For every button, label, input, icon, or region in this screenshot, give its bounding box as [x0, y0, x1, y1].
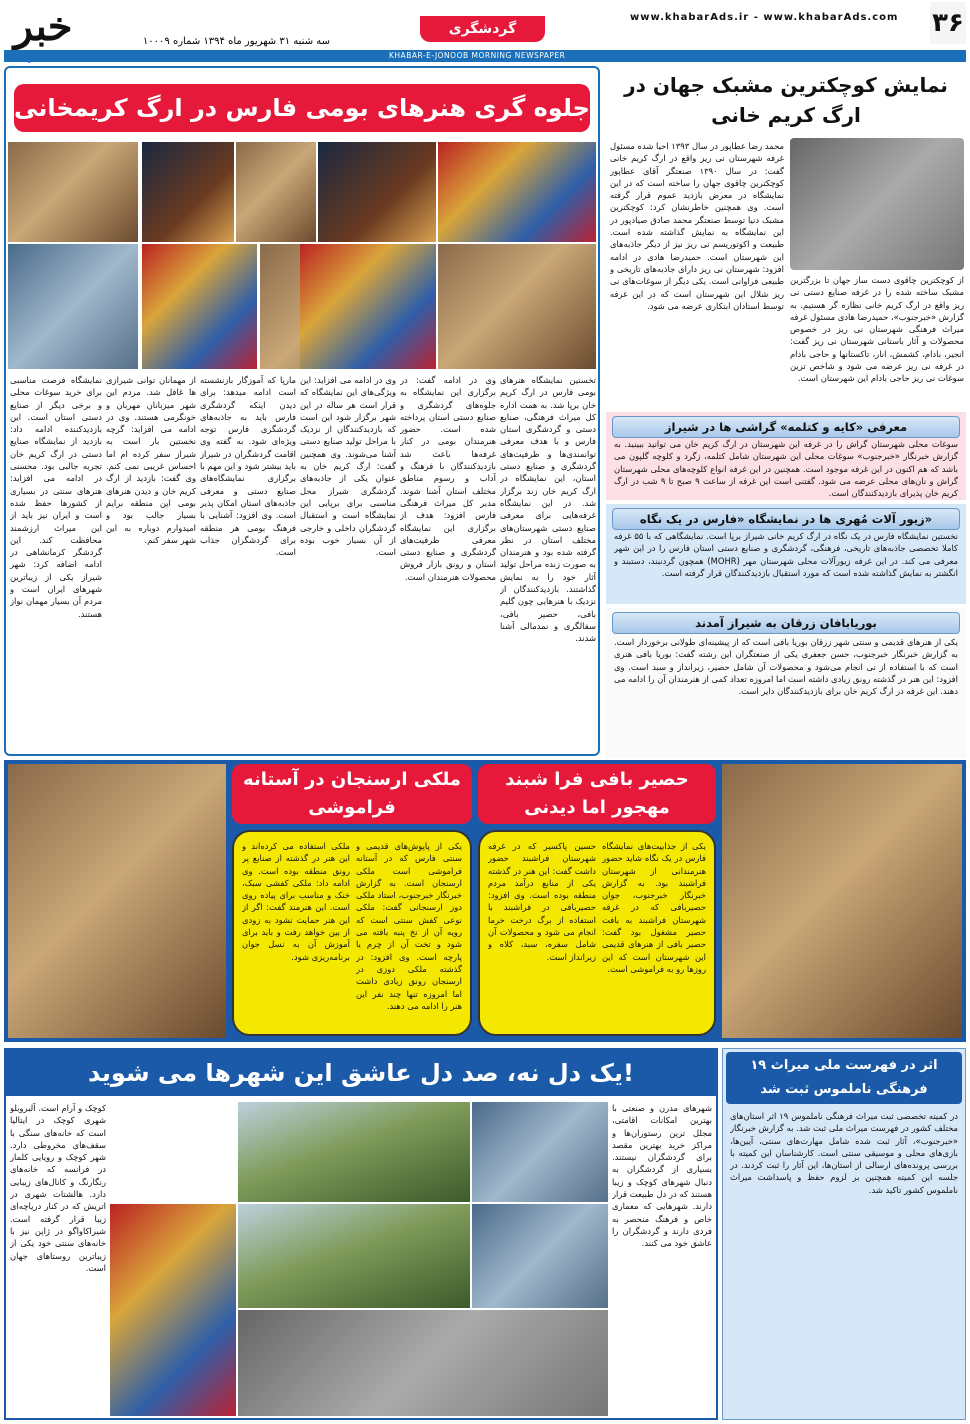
photo-greenland-town — [472, 1102, 608, 1202]
article5-title: یک دل نه، صد دل عاشق این شهرها می شوید! — [6, 1050, 716, 1096]
article1-col6: نمایشگاه فرصت مناسبی برای خرید سوغات محلی و برخی دیگر از صنایع دستی استان است. این بازدیدکننده ادامه داد: بازدید از نمایشگاه صنایع دستی در ارگ کریم خان تجربه جالبی بود. محسنی در ادامه می افزاید: هنرهای سنتی در بسیاری از کشورها حفظ شده است و ایران نیز باید از این میراث ارزشمند محافظت کند. این گردشگر کرمانشاهی در ادامه اضافه کرد: شهر شیراز یکی از زیباترین شهرهای ایران است و مردم آن بسیار مهمان نواز هستند. — [10, 375, 102, 619]
article1-col2: وی در ادامه گفت: در برگزاری این نمایشگاه به جلوه‌های گردشگری و صنایع دستی استان پرداخته شده است. حضور هنرمندان بومی در کنار غرفه‌ها باعث شد بازدیدکنندگان با فرهنگ و آداب و رسوم مناطق مختلف استان آشنا شوند. مدیر کل میراث فرهنگی فارس افزود: هدف از برگزاری این نمایشگاه معرفی ظرفیت‌های گردشگری و صنایع دستی استان و رونق بازار فروش محصولات هنرمندان است. — [400, 375, 496, 582]
photo-carpets — [438, 244, 596, 369]
photo-weaver-woman — [142, 142, 234, 242]
box-maerefi-title: معرفی «کایه و کتلمه» گراشی ها در شیراز — [612, 416, 960, 438]
article2-body: محمد رضا عطاپور در سال ۱۳۹۳ احیا شده مسئول غرفه شهرستان نی ریز واقع در ارگ کریم خانی گفت: در سال ۱۳۹۰ صنعتگر آقای عطاپور کوچکترین چاقوی جهان را ساخته است که در این نمایشگاه در معرض بازدید عموم قرار گرفته است. وی همچنین خاطرنشان کرد: کوچکترین مشبک دنیا توسط صنعتگر محمد صادق صیادپور در این نمایشگاه به نمایش گذاشته شده است. طبیعت و اکوتوریسم نی ریز نیز از دیگر جاذبه‌های این شهرستان است. حمیدرضا هادی در ادامه افزود: شهرستان نی ریز دارای جاذبه‌های تاریخی و طبیعی فراوانی است. یکی دیگر از سوغات‌های نی ریز شلال این شهرستان است که در این غرفه توسط استادان ابتکاری عرضه می شود. — [610, 141, 784, 311]
article1-col3: وی در ادامه می افزاید: این ویژگی‌های این نمایشگاه که قرار است هر ساله در این شهر برگزار شود این است که بازدیدکنندگان از نزدیک با مراحل تولید صنایع دستی آشنا می‌شوند. وی همچنین گفت: ارگ کریم خان به عنوان یکی از جاذبه‌های گردشگری شیراز محل مناسبی برای برپایی این نمایشگاه است و استقبال گردشگران داخلی و خارجی از آن بسیار خوب بوده است. — [300, 375, 396, 558]
article2-title: نمایش کوچکترین مشبک جهان در ارگ کریم خانی — [624, 73, 948, 127]
section-label: گردشگری — [420, 16, 545, 42]
photo-colorful-houses — [472, 1204, 608, 1308]
article1-title: جلوه گری هنرهای بومی فارس در ارگ کریمخانی — [14, 84, 590, 132]
article4-title: ملکی ارسنجان در آستانه فراموشی — [232, 764, 472, 824]
photo-woman-carving — [300, 244, 436, 369]
photo-spinning — [236, 142, 316, 242]
photo-banners — [142, 244, 257, 369]
article4-col2: ملکی استفاده می کرده‌اند و این هنر در گذشته از صنایع پر رونق منطقه بوده است. وی ادامه داد: ملکی کفشی سبک، خنک و مناسب برای پیاده روی است. این هنرمند گفت: اگر از این هنر حمایت نشود به زودی از بین خواهد رفت و باید برای آموزش آن به نسل جوان برنامه‌ریزی شود. — [242, 841, 350, 962]
box-zivar-title: زیور آلات مُهری ها در نمایشگاه «فارس در یک نگاه» — [612, 508, 960, 530]
issue-date: سه شنبه ۳۱ شهریور ماه ۱۳۹۴ شماره ۱۰۰۰۹ — [142, 36, 330, 47]
page-number: ۳۶ — [930, 2, 966, 44]
box-boria-body: یکی از هنرهای قدیمی و سنتی شهر زرقان بوریا بافی است که از پیشینه‌ای طولانی برخوردار است. به گزارش خبرنگار خبرجنوب، حسن جعفری یکی از صنعتگران این رشته گفت: بوریا بافی هنری است که با استفاده از نی انجام می‌شود و محصولات آن شامل حصیر، زیرانداز و سبد است. وی افزود: این هنر در گذشته رونق زیادی داشته است اما امروزه تعداد کمی از هنرمندان آن را ادامه می دهند. این غرفه در ارگ کریم خان برای بازدیدکنندگان دایر است. — [614, 637, 958, 697]
photo-alberobello — [238, 1310, 608, 1416]
article3-title: حصیر بافی فرا شبند مهجور اما دیدنی — [478, 764, 716, 824]
box-maerefi-body: سوغات محلی شهرستان گراش را در غرفه این شهرستان در ارگ کریم خان می توانید ببینید. به گزارش خبرنگار «خبرجنوب» سوغات محلی این شهرستان شامل کتلمه، زگرد و کلوچه گلپون می باشد که هم اکنون در این غرفه موجود است. همچنین در این غرفه انواع کلوچه‌های محلی شهرستان گراش و نان‌های محلی عرضه می شود. گفتنی است این غرفه از ساعت ۹ صبح تا ۹ شب در ارگ کریم خان پذیرای بازدیدکنندگان است. — [614, 439, 958, 498]
article5-col2: کوچک و آرام است. آلبروبلو شهری کوچک در ایتالیا است که خانه‌های سنگی با سقف‌های مخروطی دارد. شهر کوچک و رویایی کلمار در فرانسه که خانه‌های رنگارنگ و کانال‌های زیبایی دارد. هالشتات شهری در اتریش که در کنار دریاچه‌ای زیبا قرار گرفته است. شیراکاواگو در ژاپن نیز با خانه‌های سنتی خود یکی از زیباترین روستاهای جهان است. — [10, 1103, 106, 1273]
photo-night-booth — [318, 142, 436, 242]
header-banner — [4, 50, 966, 62]
article5-col1: شهرهای مدرن و صنعتی با بهترین امکانات اقامتی، مجلل ترین رستوران‌ها و مراکز خرید بهترین مقصد برای گردشگران نیستند. بسیاری از گردشگران به دنبال شهرهای کوچک و زیبا هستند که در دل طبیعت قرار دارند. شهرهایی که معماری خاص و فرهنگ منحصر به فردی دارند و گردشگران را عاشق خود می کنند. — [612, 1103, 712, 1249]
banner-text: KHABAR-E-JONOOB MORNING NEWSPAPER — [389, 51, 566, 60]
photo-craftsmen — [8, 142, 138, 242]
photo-colmar — [110, 1204, 236, 1416]
photo-malaki-maker — [8, 764, 226, 1038]
side-box-body: در کمیته تخصصی ثبت میراث فرهنگی ناملموس ۱۹ اثر استان‌های مختلف کشور در فهرست میراث ملی ثبت شد. به گزارش خبرنگار «خبرجنوب»، آثار ثبت شده شامل مهارت‌های سنتی، آیین‌ها، بازی‌های محلی و موسیقی سنتی است. کارشناسان این کمیته با بررسی پرونده‌های ارسالی از استان‌ها، این آثار را ثبت کردند. در جلسه این کمیته همچنین بر لزوم حفظ و پاسداشت میراث ناملموس کشور تاکید شد. — [730, 1111, 958, 1195]
article1-col1: تخستین نمایشگاه هنرهای بومی فارس در ارگ کریم خان برپا شد. به همت اداره کل میراث فرهنگی، صنایع دستی و گردشگری استان فارس و با هدف معرفی توانمندی‌ها و ظرفیت‌های گردشگری و صنایع دستی استان، این نمایشگاه در ارگ کریم خان زند برگزار شد. در این نمایشگاه غرفه‌هایی برای معرفی صنایع دستی شهرستان‌های مختلف استان در نظر گرفته شده بود و هنرمندان به صورت زنده مراحل تولید آثار خود را به نمایش گذاشتند. بازدیدکنندگان از نزدیک با هنرهایی چون گلیم بافی، حصیر بافی، سفالگری و نمدمالی آشنا شدند. — [500, 375, 596, 644]
website-url[interactable]: www.khabarAds.ir - www.khabarAds.com — [630, 12, 899, 23]
photo-girl-costume — [438, 142, 596, 242]
logo-text: خبر — [13, 3, 73, 50]
box-boria-title: بوریابافان زرقان به شیراز آمدند — [612, 612, 960, 634]
photo-hasir-weaver — [722, 764, 962, 1038]
photo-hallstatt — [238, 1102, 470, 1202]
article4-col1: یکی از پاپوش‌های قدیمی و سنتی فارس که در آستانه فراموشی است ملکی ارسنجان است. به گزارش خبرنگار خبرجنوب، استاد ملکی دوز ارسنجانی گفت: ملکی نوعی کفش سنتی است که رویه آن از نخ پنبه بافته می شود و تخت آن از چرم یا پارچه است. وی افزود: در گذشته ملکی دوزی در ارسنجان رونق زیادی داشت اما امروزه تنها چند نفر این هنر را ادامه می دهند. — [356, 841, 462, 1011]
article3-col2: حسین پاکسیر که در غرفه شهرستان فراشبند حضور داشت گفت: این هنر در گذشته یکی از منابع درآمد مردم منطقه بوده است. وی افزود: حصیربافی در فراشبند با استفاده از برگ درخت خرما انجام می شود و محصولات آن شامل سفره، سبد، کلاه و زیرانداز است. — [488, 841, 596, 962]
article2-caption: از کوچکترین چاقوی دست ساز جهان تا بزرگترین مشبک ساخته شده را در غرفه صنایع دستی نی ریز واقع در ارگ کریم خانی نظاره گر هستیم. به گزارش «خبرجنوب»، حمیدرضا هادی مسئول غرفه میراث فرهنگی شهرستان نی ریز در خصوص محصولات و آثار باستانی شهرستان نی ریز گفت: انجیر، بادام، کشمش، انار، تاکستانها و حاجی بادام در غرفه نی ریز عرضه می شود و شاخص ترین سوغات نی ریز حاجی بادام این شهرستان است. — [790, 275, 964, 384]
box-zivar-body: نخستین نمایشگاه فارس در یک نگاه در ارگ کریم خانی شیراز برپا است. نمایشگاهی که با ۵۵ غرفه کاملا تخصصی جاذبه‌های تاریخی، فرهنگی، گردشگری و صنایع دستی استان فارس را در این شهر معرفی می کند. در این غرفه زیورآلات محلی شهرستان مهر (MOHR) همچون گردنبند، دستبند و انگشتر به نمایش گذاشته شده است که مورد استقبال بازدیدکنندگان قرار گرفته است. — [614, 531, 958, 578]
side-box-title: ۱۹ اثر در فهرست ملی میراث فرهنگی ناملموس ثبت شد — [726, 1052, 962, 1104]
article3-col1: یکی از جذابیت‌های نمایشگاه فارس در یک نگاه شاید حضور هنرمندانی از شهرستان فراشبند بود. به گزارش خبرنگار خبرجنوب، جوان حصیربافی که در غرفه شهرستان فراشبند به بافت حصیر مشغول بود گفت: حصیر بافی از هنرهای قدیمی این شهرستان است که این روزها رو به فراموشی است. — [602, 841, 706, 974]
photo-shirakawago — [238, 1204, 470, 1308]
article1-col5: از مهمانان توانی شیرازی ها غافل شد. مردم این شهر میزبانان مهربان و خونگرمی هستند. وی در ادامه می افزاید: گرچه نخستین بار است به شیراز سفر کرده ام اما احساس غریبی نمی کنم. وی گفت: بازدید از ارگ کریم خان و دیدن هنرهای بومی این منطقه برایم بسیار جالب بود و امیدوارم دوباره به این شهر سفر کنم. — [106, 375, 196, 545]
newspaper-logo — [4, 2, 82, 52]
photo-mashabak — [790, 138, 964, 270]
photo-pottery — [8, 244, 138, 369]
article1-col4: مارپا که آموزگار بازنشسته است ادامه میدهد: برای دیدن اینکه گردشگری فارس باید به جاذبه‌های گردشگری فارس توجه ویژه‌ای شود. به گفته وی اقامت گردشگران در شیراز باید بیشتر شود و این مهم با برگزاری نمایشگاه‌های صنایع دستی و معرفی جاذبه‌های استان امکان پذیر است. وی افزود: آشنایی با فرهنگ بومی هر منطقه برای گردشگران جذاب است. — [200, 375, 296, 558]
